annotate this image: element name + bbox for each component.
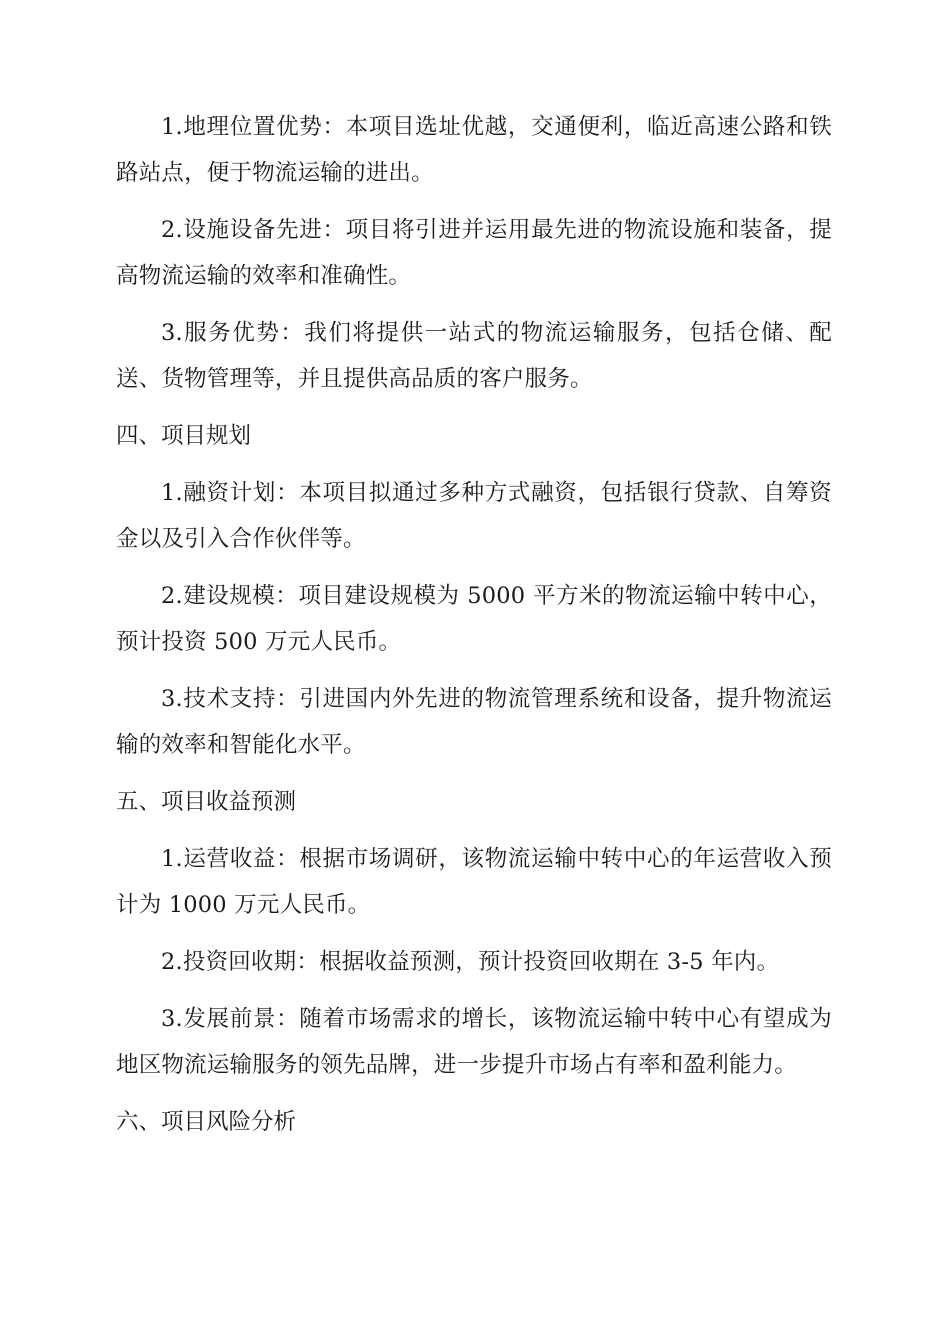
paragraph-service-advantage: 3.服务优势：我们将提供一站式的物流运输服务，包括仓储、配送、货物管理等，并且提供高品质的客户服务。 <box>116 320 832 392</box>
section-heading-revenue-forecast: 五、项目收益预测 <box>116 789 297 815</box>
paragraph-operating-revenue: 1.运营收益：根据市场调研，该物流运输中转中心的年运营收入预计为 1000 万元人民币。 <box>116 846 832 918</box>
paragraph-development-prospects: 3.发展前景：随着市场需求的增长，该物流运输中转中心有望成为地区物流运输服务的领先品牌，进一步提升市场占有率和盈利能力。 <box>116 1006 832 1078</box>
section-heading-planning: 四、项目规划 <box>116 423 252 449</box>
section-heading-risk-analysis: 六、项目风险分析 <box>116 1109 297 1135</box>
document-body <box>116 104 832 1156</box>
paragraph-technical-support: 3.技术支持：引进国内外先进的物流管理系统和设备，提升物流运输的效率和智能化水平。 <box>116 686 832 758</box>
paragraph-equipment-advantage: 2.设施设备先进：项目将引进并运用最先进的物流设施和装备，提高物流运输的效率和准确性。 <box>116 217 832 289</box>
paragraph-construction-scale: 2.建设规模：项目建设规模为 5000 平方米的物流运输中转中心，预计投资 500 万元人民币。 <box>116 583 832 655</box>
paragraph-location-advantage: 1.地理位置优势：本项目选址优越，交通便利，临近高速公路和铁路站点，便于物流运输的进出。 <box>116 114 832 186</box>
paragraph-financing-plan: 1.融资计划：本项目拟通过多种方式融资，包括银行贷款、自筹资金以及引入合作伙伴等。 <box>116 480 832 552</box>
paragraph-payback-period: 2.投资回收期：根据收益预测，预计投资回收期在 3-5 年内。 <box>161 949 780 975</box>
